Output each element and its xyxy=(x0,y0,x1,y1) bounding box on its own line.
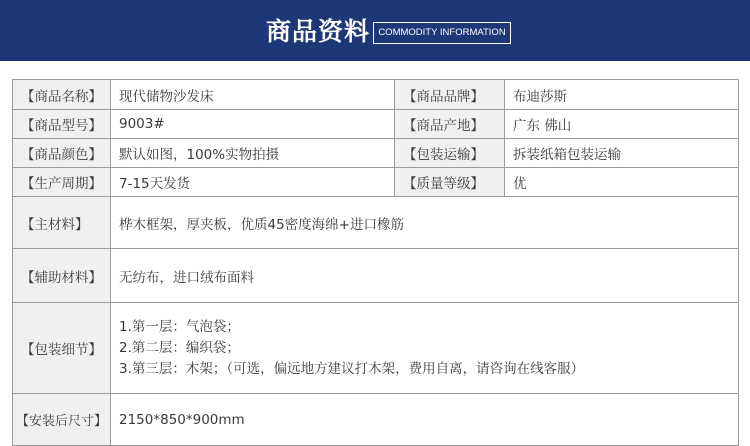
row-label: 【商品型号】 xyxy=(13,110,111,139)
row-value: 9003# xyxy=(111,110,395,139)
row-label: 【质量等级】 xyxy=(395,168,505,197)
row-value: 优 xyxy=(505,168,739,197)
row-label: 【商品颜色】 xyxy=(13,139,111,168)
size-value: 2150*850*900mm xyxy=(111,394,739,446)
row-value: 默认如图，100%实物拍摄 xyxy=(111,139,395,168)
table-row xyxy=(13,394,739,446)
table-row xyxy=(13,168,739,197)
row-value: 7-15天发货 xyxy=(111,168,395,197)
packaging-line: 3.第三层：木架；（可选，偏远地方建议打木架，费用自离，请咨询在线客服） xyxy=(119,360,585,377)
row-value: 现代储物沙发床 xyxy=(111,80,395,110)
packaging-line: 1.第一层：气泡袋； xyxy=(119,318,240,335)
table-row xyxy=(13,197,739,249)
aux-material-value: 无纺布，进口绒布面料 xyxy=(111,249,739,303)
packaging-details xyxy=(111,303,739,394)
row-label: 【包装运输】 xyxy=(395,139,505,168)
table-row xyxy=(13,139,739,168)
packaging-line: 2.第二层：编织袋； xyxy=(119,339,240,356)
aux-material-label: 【辅助材料】 xyxy=(13,249,111,303)
row-value: 广东 佛山 xyxy=(505,110,739,139)
table-row xyxy=(13,110,739,139)
table-row xyxy=(13,80,739,110)
main-material-label: 【主材料】 xyxy=(13,197,111,249)
row-label: 【生产周期】 xyxy=(13,168,111,197)
product-info-table xyxy=(12,79,739,446)
table-row xyxy=(13,303,739,394)
row-value: 布迪莎斯 xyxy=(505,80,739,110)
row-label: 【商品名称】 xyxy=(13,80,111,110)
table-row xyxy=(13,249,739,303)
row-label: 【商品品牌】 xyxy=(395,80,505,110)
row-value: 拆装纸箱包装运输 xyxy=(505,139,739,168)
size-label: 【安装后尺寸】 xyxy=(13,394,111,446)
header-banner xyxy=(0,0,750,61)
page-title: 商品资料 xyxy=(266,17,371,46)
main-material-value: 桦木框架，厚夹板，优质45密度海绵+进口橡筋 xyxy=(111,197,739,249)
page-subtitle: COMMODITY INFORMATION xyxy=(373,22,511,44)
row-label: 【商品产地】 xyxy=(395,110,505,139)
packaging-label: 【包装细节】 xyxy=(13,303,111,394)
